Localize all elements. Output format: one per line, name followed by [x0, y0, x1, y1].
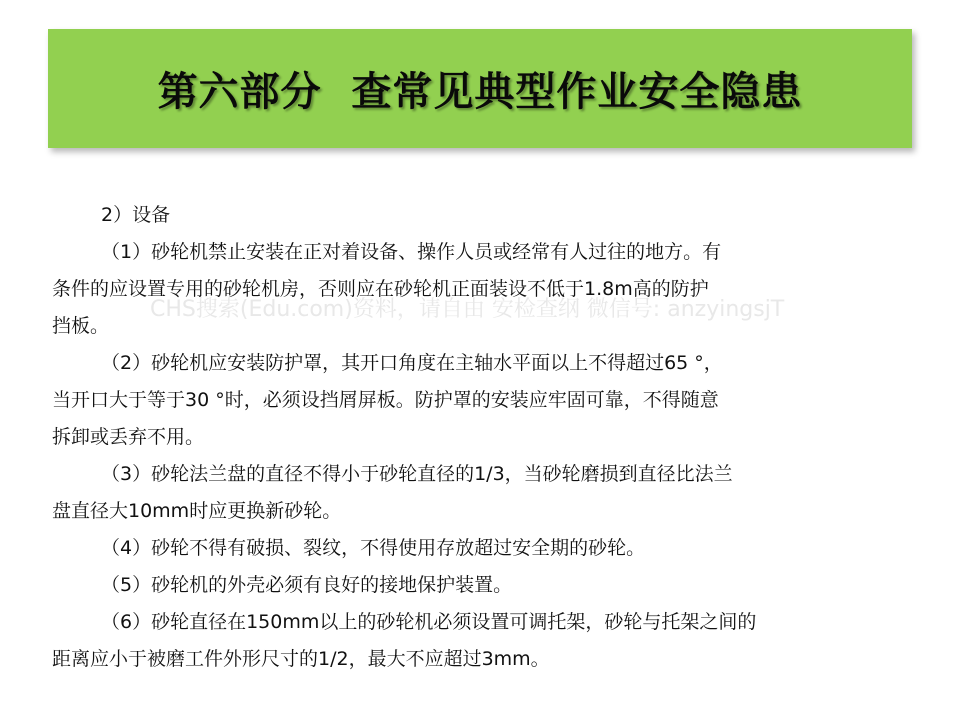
paragraph-line: 拆卸或丢弃不用。 [52, 426, 205, 448]
paragraph-line: 距离应小于被磨工件外形尺寸的1/2，最大不应超过3mm。 [52, 648, 550, 670]
title-banner [48, 29, 912, 148]
paragraph-line: （1）砂轮机禁止安装在正对着设备、操作人员或经常有人过往的地方。有 [101, 241, 722, 263]
paragraph-line: （6）砂轮直径在150mm以上的砂轮机必须设置可调托架，砂轮与托架之间的 [101, 611, 757, 633]
section-heading: 2）设备 [101, 204, 171, 226]
paragraph-line: （2）砂轮机应安装防护罩，其开口角度在主轴水平面以上不得超过65 °， [101, 352, 723, 374]
paragraph-line: （5）砂轮机的外壳必须有良好的接地保护装置。 [101, 574, 513, 596]
paragraph-line: 盘直径大10mm时应更换新砂轮。 [52, 500, 342, 522]
paragraph-line: （3）砂轮法兰盘的直径不得小于砂轮直径的1/3，当砂轮磨损到直径比法兰 [101, 463, 733, 485]
watermark: CHS搜索(Edu.com)资料，请自由 安检查纲 微信号: anzyingsjT [150, 297, 785, 322]
paragraph-line: 条件的应设置专用的砂轮机房，否则应在砂轮机正面装设不低于1.8m高的防护 [52, 278, 709, 300]
paragraph-line: 挡板。 [52, 315, 110, 337]
slide-title: 第六部分 查常见典型作业安全隐患 [157, 69, 803, 115]
slide-body [48, 197, 893, 678]
paragraph-line: （4）砂轮不得有破损、裂纹，不得使用存放超过安全期的砂轮。 [101, 537, 646, 559]
paragraph-line: 当开口大于等于30 °时，必须设挡屑屏板。防护罩的安装应牢固可靠，不得随意 [52, 389, 719, 411]
